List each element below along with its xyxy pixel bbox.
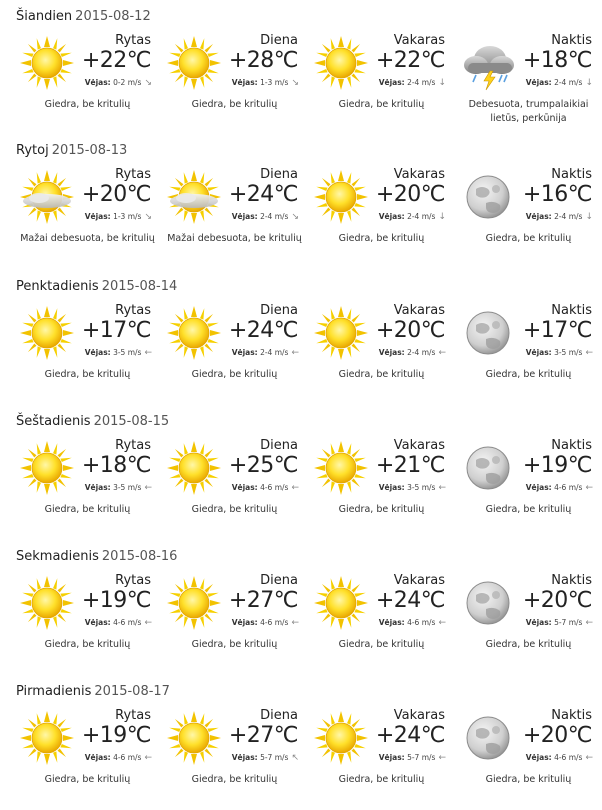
wind-speed: 5-7 m/s	[407, 753, 436, 762]
moon-icon	[460, 575, 516, 631]
wind-label: Vėjas:	[231, 212, 258, 221]
wind-info	[526, 348, 593, 358]
wind-label: Vėjas:	[84, 618, 111, 627]
forecast-cell-vakaras	[313, 572, 460, 672]
wind-speed: 5-7 m/s	[260, 753, 289, 762]
wind-label: Vėjas:	[231, 78, 258, 87]
forecast-cell-vakaras	[313, 32, 460, 132]
sun-icon	[166, 35, 222, 91]
wind-info	[379, 78, 446, 88]
sun-icon	[313, 169, 369, 225]
wind-direction-arrow-icon: ←	[438, 618, 446, 628]
temperature: +22℃	[375, 48, 445, 73]
sun-cloud-icon	[166, 169, 222, 225]
wind-info	[232, 348, 299, 358]
moon-icon	[460, 169, 516, 225]
wind-info	[85, 618, 152, 628]
temperature: +16℃	[522, 182, 592, 207]
forecast-cell-naktis	[460, 707, 602, 807]
wind-label: Vėjas:	[525, 483, 552, 492]
wind-speed: 0-2 m/s	[113, 78, 142, 87]
wind-info	[526, 618, 593, 628]
temperature: +18℃	[81, 453, 151, 478]
wind-direction-arrow-icon: ↖	[291, 753, 299, 763]
wind-info	[526, 753, 593, 763]
forecast-cell-diena	[166, 302, 313, 402]
weather-description: Giedra, be kritulių	[44, 369, 131, 380]
day-section	[0, 405, 602, 540]
wind-speed: 4-6 m/s	[260, 483, 289, 492]
wind-label: Vėjas:	[525, 212, 552, 221]
forecast-cell-naktis	[460, 32, 602, 132]
wind-info	[85, 78, 152, 88]
sun-icon	[19, 35, 75, 91]
period-label: Vakaras	[393, 438, 445, 453]
weather-description: Giedra, be kritulių	[44, 504, 131, 515]
wind-info	[526, 212, 593, 222]
temperature: +22℃	[81, 48, 151, 73]
moon-icon	[460, 710, 516, 766]
wind-direction-arrow-icon: ←	[438, 753, 446, 763]
forecast-cell-diena	[166, 707, 313, 807]
wind-info	[526, 483, 593, 493]
day-date: 2015-08-12	[75, 9, 151, 24]
temperature: +19℃	[81, 588, 151, 613]
forecast-cell-vakaras	[313, 437, 460, 537]
sun-icon	[313, 35, 369, 91]
weather-description: Giedra, be kritulių	[191, 639, 278, 650]
forecast-cell-rytas	[19, 32, 166, 132]
sun-icon	[313, 440, 369, 496]
day-header	[16, 414, 169, 429]
wind-direction-arrow-icon: ↓	[438, 78, 446, 88]
weather-description: Mažai debesuota, be kritulių	[20, 233, 155, 244]
wind-label: Vėjas:	[378, 348, 405, 357]
wind-speed: 3-5 m/s	[113, 348, 142, 357]
temperature: +17℃	[522, 318, 592, 343]
forecast-cell-rytas	[19, 437, 166, 537]
wind-info	[232, 483, 299, 493]
day-date: 2015-08-17	[94, 684, 170, 699]
wind-direction-arrow-icon: ←	[144, 348, 152, 358]
day-name: Pirmadienis	[16, 684, 92, 699]
day-header	[16, 279, 177, 294]
temperature: +17℃	[81, 318, 151, 343]
temperature: +20℃	[81, 182, 151, 207]
wind-label: Vėjas:	[525, 618, 552, 627]
forecast-cell-diena	[166, 166, 313, 266]
wind-speed: 2-4 m/s	[554, 212, 583, 221]
period-label: Rytas	[115, 438, 151, 453]
sun-icon	[19, 575, 75, 631]
wind-direction-arrow-icon: ↘	[291, 78, 299, 88]
wind-direction-arrow-icon: ←	[438, 483, 446, 493]
day-section	[0, 0, 602, 135]
day-name: Sekmadienis	[16, 549, 99, 564]
wind-label: Vėjas:	[84, 753, 111, 762]
forecast-cell-diena	[166, 32, 313, 132]
wind-label: Vėjas:	[378, 753, 405, 762]
wind-direction-arrow-icon: ↘	[144, 78, 152, 88]
wind-speed: 4-6 m/s	[407, 618, 436, 627]
temperature: +25℃	[228, 453, 298, 478]
temperature: +27℃	[228, 588, 298, 613]
forecast-cell-rytas	[19, 572, 166, 672]
day-section	[0, 675, 602, 810]
wind-info	[232, 78, 299, 88]
wind-direction-arrow-icon: ←	[585, 483, 593, 493]
forecast-cell-vakaras	[313, 707, 460, 807]
day-date: 2015-08-15	[93, 414, 170, 429]
period-label: Diena	[260, 438, 298, 453]
wind-info	[232, 618, 299, 628]
wind-info	[85, 483, 152, 493]
weather-description: Giedra, be kritulių	[338, 99, 425, 110]
day-date: 2015-08-16	[101, 549, 178, 564]
wind-direction-arrow-icon: ↓	[585, 212, 593, 222]
sun-icon	[166, 305, 222, 361]
weather-description: Giedra, be kritulių	[44, 99, 131, 110]
period-label: Diena	[260, 708, 298, 723]
wind-direction-arrow-icon: ←	[144, 618, 152, 628]
period-label: Naktis	[551, 303, 592, 318]
sun-icon	[166, 575, 222, 631]
thunderstorm-cloud-icon	[460, 35, 516, 91]
wind-speed: 2-4 m/s	[407, 78, 436, 87]
wind-direction-arrow-icon: ←	[291, 483, 299, 493]
wind-speed: 2-4 m/s	[260, 348, 289, 357]
wind-info	[232, 212, 299, 222]
wind-speed: 2-4 m/s	[407, 212, 436, 221]
wind-info	[232, 753, 299, 763]
weather-description: Mažai debesuota, be kritulių	[167, 233, 302, 244]
sun-icon	[166, 710, 222, 766]
day-section	[0, 134, 602, 269]
temperature: +20℃	[375, 182, 445, 207]
wind-speed: 1-3 m/s	[260, 78, 289, 87]
day-header	[16, 549, 177, 564]
period-label: Diena	[260, 33, 298, 48]
period-label: Diena	[260, 167, 298, 182]
wind-label: Vėjas:	[84, 212, 111, 221]
temperature: +20℃	[375, 318, 445, 343]
wind-label: Vėjas:	[378, 78, 405, 87]
forecast-cell-diena	[166, 572, 313, 672]
weather-description: Debesuota, trumpalaikiai lietūs, perkūnija	[468, 99, 589, 124]
forecast-cell-naktis	[460, 572, 602, 672]
weather-description: Giedra, be kritulių	[485, 233, 572, 244]
day-header	[16, 684, 170, 699]
day-name: Rytoj	[16, 143, 49, 158]
wind-speed: 1-3 m/s	[113, 212, 142, 221]
sun-icon	[313, 305, 369, 361]
wind-direction-arrow-icon: ↓	[585, 78, 593, 88]
weather-description: Giedra, be kritulių	[485, 369, 572, 380]
weather-description: Giedra, be kritulių	[338, 369, 425, 380]
temperature: +20℃	[522, 588, 592, 613]
forecast-cell-naktis	[460, 302, 602, 402]
weather-description: Giedra, be kritulių	[44, 774, 131, 785]
wind-direction-arrow-icon: ←	[144, 753, 152, 763]
weather-description: Giedra, be kritulių	[338, 504, 425, 515]
temperature: +21℃	[375, 453, 445, 478]
wind-label: Vėjas:	[525, 753, 552, 762]
sun-icon	[19, 440, 75, 496]
moon-icon	[460, 440, 516, 496]
forecast-cell-rytas	[19, 166, 166, 266]
period-label: Naktis	[551, 167, 592, 182]
wind-speed: 4-6 m/s	[260, 618, 289, 627]
period-label: Rytas	[115, 303, 151, 318]
period-label: Naktis	[551, 573, 592, 588]
wind-speed: 4-6 m/s	[113, 618, 142, 627]
wind-info	[526, 78, 593, 88]
wind-direction-arrow-icon: ↘	[291, 212, 299, 222]
weather-description: Giedra, be kritulių	[191, 369, 278, 380]
wind-direction-arrow-icon: ←	[585, 618, 593, 628]
wind-label: Vėjas:	[84, 483, 111, 492]
day-date: 2015-08-14	[101, 279, 178, 294]
wind-label: Vėjas:	[525, 348, 552, 357]
weather-description: Giedra, be kritulių	[338, 233, 425, 244]
temperature: +27℃	[228, 723, 298, 748]
temperature: +24℃	[375, 723, 445, 748]
wind-speed: 2-4 m/s	[260, 212, 289, 221]
period-label: Naktis	[551, 708, 592, 723]
day-header	[16, 143, 127, 158]
temperature: +24℃	[375, 588, 445, 613]
temperature: +20℃	[522, 723, 592, 748]
day-name: Šiandien	[16, 9, 73, 24]
sun-icon	[313, 710, 369, 766]
wind-info	[379, 753, 446, 763]
wind-label: Vėjas:	[525, 78, 552, 87]
period-label: Vakaras	[393, 33, 445, 48]
wind-speed: 2-4 m/s	[554, 78, 583, 87]
period-label: Rytas	[115, 708, 151, 723]
wind-direction-arrow-icon: ↓	[438, 212, 446, 222]
wind-direction-arrow-icon: ←	[144, 483, 152, 493]
weather-description: Giedra, be kritulių	[191, 774, 278, 785]
wind-direction-arrow-icon: ←	[585, 753, 593, 763]
forecast-cell-rytas	[19, 302, 166, 402]
sun-icon	[166, 440, 222, 496]
period-label: Vakaras	[393, 573, 445, 588]
temperature: +18℃	[522, 48, 592, 73]
sun-icon	[19, 305, 75, 361]
wind-speed: 3-5 m/s	[554, 348, 583, 357]
weather-description: Giedra, be kritulių	[485, 639, 572, 650]
wind-direction-arrow-icon: ←	[291, 348, 299, 358]
weather-description: Giedra, be kritulių	[338, 774, 425, 785]
wind-direction-arrow-icon: ←	[291, 618, 299, 628]
temperature: +19℃	[522, 453, 592, 478]
period-label: Naktis	[551, 33, 592, 48]
wind-speed: 4-6 m/s	[113, 753, 142, 762]
day-header	[16, 9, 151, 24]
temperature: +19℃	[81, 723, 151, 748]
wind-direction-arrow-icon: ↘	[144, 212, 152, 222]
day-date: 2015-08-13	[51, 143, 128, 158]
weather-description: Giedra, be kritulių	[485, 504, 572, 515]
wind-info	[85, 212, 152, 222]
day-name: Penktadienis	[16, 279, 99, 294]
temperature: +24℃	[228, 318, 298, 343]
period-label: Vakaras	[393, 708, 445, 723]
wind-info	[85, 753, 152, 763]
weather-description: Giedra, be kritulių	[338, 639, 425, 650]
wind-label: Vėjas:	[378, 212, 405, 221]
forecast-cell-diena	[166, 437, 313, 537]
wind-label: Vėjas:	[378, 618, 405, 627]
forecast-cell-naktis	[460, 437, 602, 537]
wind-label: Vėjas:	[231, 753, 258, 762]
period-label: Rytas	[115, 33, 151, 48]
forecast-cell-vakaras	[313, 302, 460, 402]
period-label: Rytas	[115, 573, 151, 588]
period-label: Rytas	[115, 167, 151, 182]
wind-label: Vėjas:	[378, 483, 405, 492]
wind-speed: 5-7 m/s	[554, 618, 583, 627]
wind-label: Vėjas:	[84, 78, 111, 87]
day-section	[0, 270, 602, 405]
wind-info	[379, 348, 446, 358]
period-label: Vakaras	[393, 167, 445, 182]
wind-speed: 3-5 m/s	[113, 483, 142, 492]
weather-description: Giedra, be kritulių	[44, 639, 131, 650]
period-label: Diena	[260, 573, 298, 588]
wind-info	[379, 212, 446, 222]
sun-icon	[313, 575, 369, 631]
wind-speed: 4-6 m/s	[554, 483, 583, 492]
day-name: Šeštadienis	[16, 414, 91, 429]
wind-speed: 2-4 m/s	[407, 348, 436, 357]
wind-label: Vėjas:	[231, 618, 258, 627]
wind-info	[379, 618, 446, 628]
wind-label: Vėjas:	[231, 348, 258, 357]
wind-direction-arrow-icon: ←	[438, 348, 446, 358]
wind-speed: 4-6 m/s	[554, 753, 583, 762]
period-label: Vakaras	[393, 303, 445, 318]
temperature: +28℃	[228, 48, 298, 73]
forecast-cell-vakaras	[313, 166, 460, 266]
sun-icon	[19, 710, 75, 766]
wind-label: Vėjas:	[231, 483, 258, 492]
moon-icon	[460, 305, 516, 361]
period-label: Naktis	[551, 438, 592, 453]
sun-cloud-icon	[19, 169, 75, 225]
period-label: Diena	[260, 303, 298, 318]
wind-info	[379, 483, 446, 493]
forecast-cell-rytas	[19, 707, 166, 807]
wind-direction-arrow-icon: ←	[585, 348, 593, 358]
weather-description: Giedra, be kritulių	[191, 504, 278, 515]
forecast-cell-naktis	[460, 166, 602, 266]
wind-label: Vėjas:	[84, 348, 111, 357]
wind-info	[85, 348, 152, 358]
weather-description: Giedra, be kritulių	[191, 99, 278, 110]
day-section	[0, 540, 602, 675]
weather-description: Giedra, be kritulių	[485, 774, 572, 785]
temperature: +24℃	[228, 182, 298, 207]
wind-speed: 3-5 m/s	[407, 483, 436, 492]
